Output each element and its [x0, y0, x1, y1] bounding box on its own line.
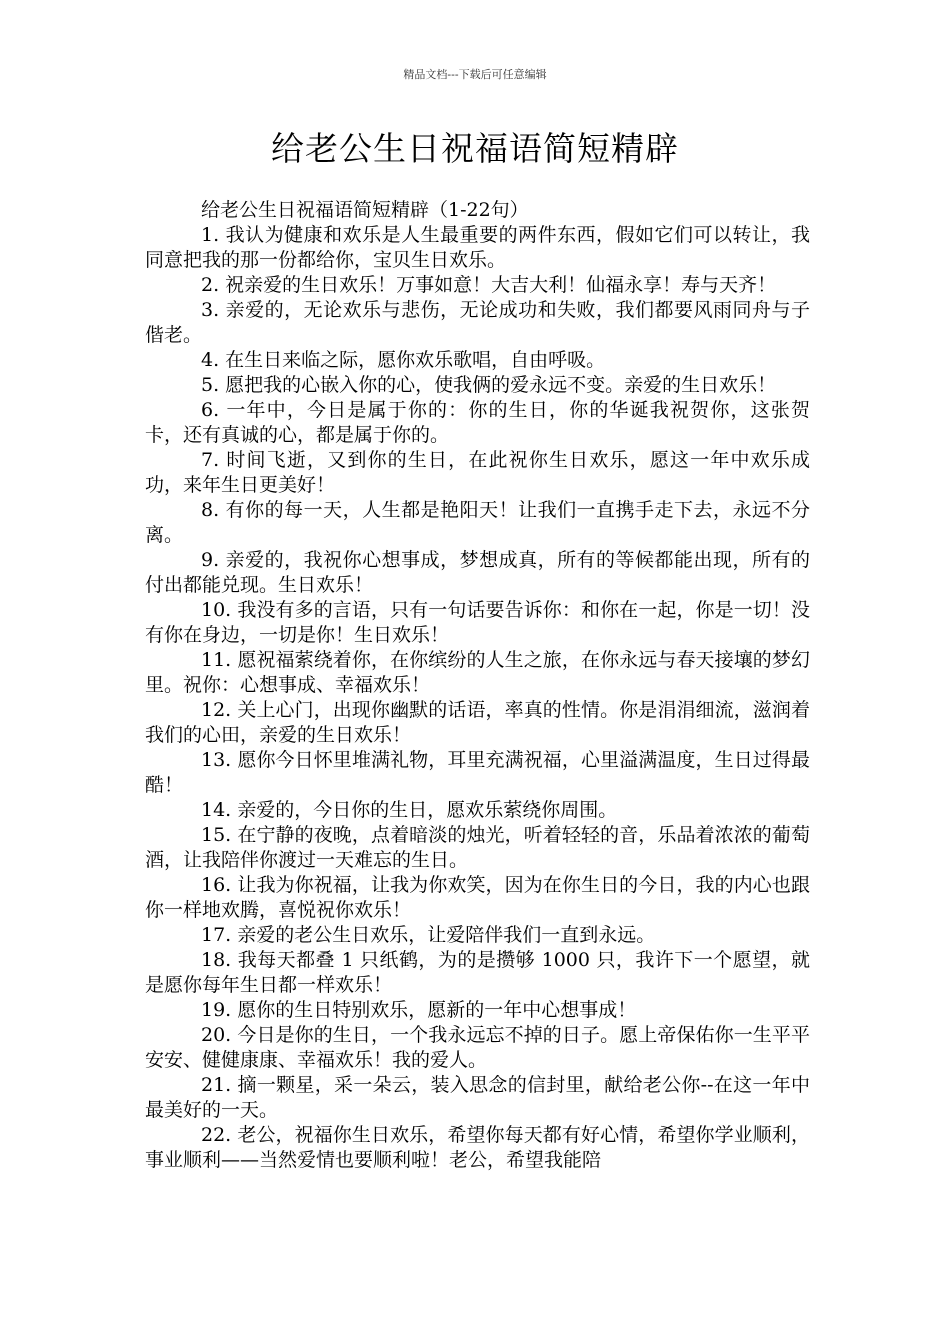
list-item: 14. 亲爱的，今日你的生日，愿欢乐萦绕你周围。: [201, 799, 618, 821]
list-item: 5. 愿把我的心嵌入你的心，使我俩的爱永远不变。亲爱的生日欢乐！: [201, 374, 777, 396]
page-header-note: 精品文档---下载后可任意编辑: [403, 68, 547, 81]
list-item: 22. 老公，祝福你生日欢乐，希望你每天都有好心情，希望你学业顺利，事业顺利——当然爱情也要顺利啦！老公，希望我能陪: [145, 1124, 810, 1171]
list-item: 9. 亲爱的，我祝你心想事成，梦想成真，所有的等候都能出现，所有的付出都能兑现。生日欢乐！: [145, 549, 810, 596]
list-item: 3. 亲爱的，无论欢乐与悲伤，无论成功和失败，我们都要风雨同舟与子偕老。: [145, 299, 810, 346]
list-item: 13. 愿你今日怀里堆满礼物，耳里充满祝福，心里溢满温度，生日过得最酷！: [145, 749, 810, 796]
list-item: 11. 愿祝福萦绕着你，在你缤纷的人生之旅，在你永远与春天接壤的梦幻里。祝你：心想事成、幸福欢乐！: [145, 649, 810, 696]
list-item: 19. 愿你的生日特别欢乐，愿新的一年中心想事成！: [201, 999, 637, 1021]
document-body: [145, 198, 810, 1173]
list-item: 17. 亲爱的老公生日欢乐，让爱陪伴我们一直到永远。: [201, 924, 656, 946]
list-item: 16. 让我为你祝福，让我为你欢笑，因为在你生日的今日，我的内心也跟你一样地欢腾，喜悦祝你欢乐！: [145, 874, 810, 921]
document-title: 给老公生日祝福语简短精辟: [271, 129, 679, 168]
list-item: 6. 一年中，今日是属于你的：你的生日，你的华诞我祝贺你，这张贺卡，还有真诚的心，都是属于你的。: [145, 399, 810, 446]
list-item: 20. 今日是你的生日，一个我永远忘不掉的日子。愿上帝保佑你一生平平安安、健健康康、幸福欢乐！我的爱人。: [145, 1024, 810, 1071]
list-item: 21. 摘一颗星，采一朵云，装入思念的信封里，献给老公你--在这一年中最美好的一天。: [145, 1074, 810, 1121]
list-item: 12. 关上心门，出现你幽默的话语，率真的性情。你是涓涓细流，滋润着我们的心田，亲爱的生日欢乐！: [145, 699, 810, 746]
list-item: 2. 祝亲爱的生日欢乐！万事如意！大吉大利！仙福永享！寿与天齐！: [201, 274, 777, 296]
document-subtitle: 给老公生日祝福语简短精辟（1-22句）: [201, 199, 529, 221]
list-item: 10. 我没有多的言语，只有一句话要告诉你：和你在一起，你是一切！没有你在身边，一切是你！生日欢乐！: [145, 599, 810, 646]
list-item: 1. 我认为健康和欢乐是人生最重要的两件东西，假如它们可以转让，我同意把我的那一份都给你，宝贝生日欢乐。: [145, 224, 810, 271]
list-item: 4. 在生日来临之际，愿你欢乐歌唱，自由呼吸。: [201, 349, 606, 371]
list-item: 18. 我每天都叠 1 只纸鹤，为的是攒够 1000 只，我许下一个愿望，就是愿你每年生日都一样欢乐！: [145, 949, 810, 996]
list-item: 7. 时间飞逝，又到你的生日，在此祝你生日欢乐，愿这一年中欢乐成功，来年生日更美好！: [145, 449, 810, 496]
list-item: 8. 有你的每一天，人生都是艳阳天！让我们一直携手走下去，永远不分离。: [145, 499, 810, 546]
list-item: 15. 在宁静的夜晚，点着暗淡的烛光，听着轻轻的音，乐品着浓浓的葡萄酒，让我陪伴你渡过一天难忘的生日。: [145, 824, 810, 871]
